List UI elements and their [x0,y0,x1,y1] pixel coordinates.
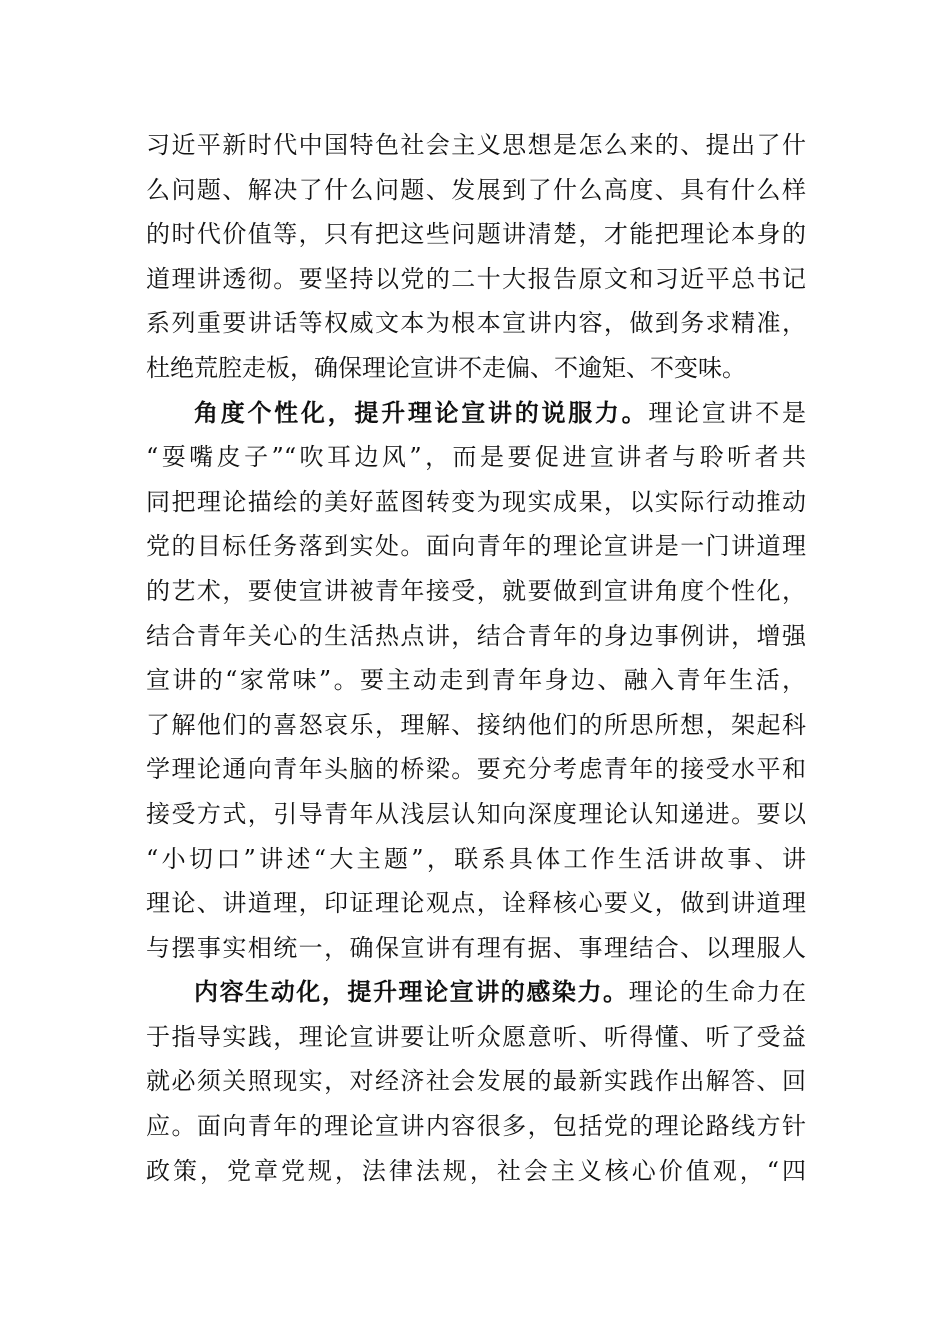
text-line: 就必须关照现实，对经济社会发展的最新实践作出解答、回 [146,1067,806,1096]
text-fragment: 理论宣讲不是 [648,398,806,427]
text-line: 宣讲的“家常味”。要主动走到青年身边、融入青年生活， [146,666,806,695]
text-line: 习近平新时代中国特色社会主义思想是怎么来的、提出了什 [146,131,806,159]
section-heading: 内容生动化，提升理论宣讲的感染力。 [194,978,629,1007]
section-heading: 角度个性化，提升理论宣讲的说服力。 [194,398,649,427]
text-line: 同把理论描绘的美好蓝图转变为现实成果，以实际行动推动 [146,487,806,516]
section-heading-line [146,970,806,1015]
text-line: “小切口”讲述“大主题”，联系具体工作生活讲故事、讲 [146,844,806,873]
text-line: “耍嘴皮子”“吹耳边风”，而是要促进宣讲者与聆听者共 [146,443,806,472]
text-line: 理论、讲道理，印证理论观点，诠释核心要义，做到讲道理 [146,889,806,918]
text-line: 道理讲透彻。要坚持以党的二十大报告原文和习近平总书记 [146,264,806,293]
text-line: 应。面向青年的理论宣讲内容很多，包括党的理论路线方针 [146,1112,806,1141]
text-line: 结合青年关心的生活热点讲，结合青年的身边事例讲，增强 [146,621,806,650]
text-fragment: 理论的生命力在 [628,978,806,1007]
text-line: 的时代价值等，只有把这些问题讲清楚，才能把理论本身的 [146,220,806,249]
text-line: 了解他们的喜怒哀乐，理解、接纳他们的所思所想，架起科 [146,710,806,739]
text-line: 政策，党章党规，法律法规，社会主义核心价值观，“四 [146,1156,806,1185]
text-line: 接受方式，引导青年从浅层认知向深度理论认知递进。要以 [146,799,806,828]
text-line: 于指导实践，理论宣讲要让听众愿意听、听得懂、听了受益 [146,1022,806,1051]
text-line: 么问题、解决了什么问题、发展到了什么高度、具有什么样 [146,175,806,204]
text-line: 学理论通向青年头脑的桥梁。要充分考虑青年的接受水平和 [146,755,806,784]
text-line: 党的目标任务落到实处。面向青年的理论宣讲是一门讲道理 [146,532,806,561]
document-body [146,123,806,1193]
text-line: 与摆事实相统一，确保宣讲有理有据、事理结合、以理服人 [146,933,806,962]
text-line: 的艺术，要使宣讲被青年接受，就要做到宣讲角度个性化， [146,576,806,605]
section-heading-line [146,391,806,436]
text-line: 杜绝荒腔走板，确保理论宣讲不走偏、不逾矩、不变味。 [146,353,746,382]
text-line: 系列重要讲话等权威文本为根本宣讲内容，做到务求精准， [146,309,806,338]
